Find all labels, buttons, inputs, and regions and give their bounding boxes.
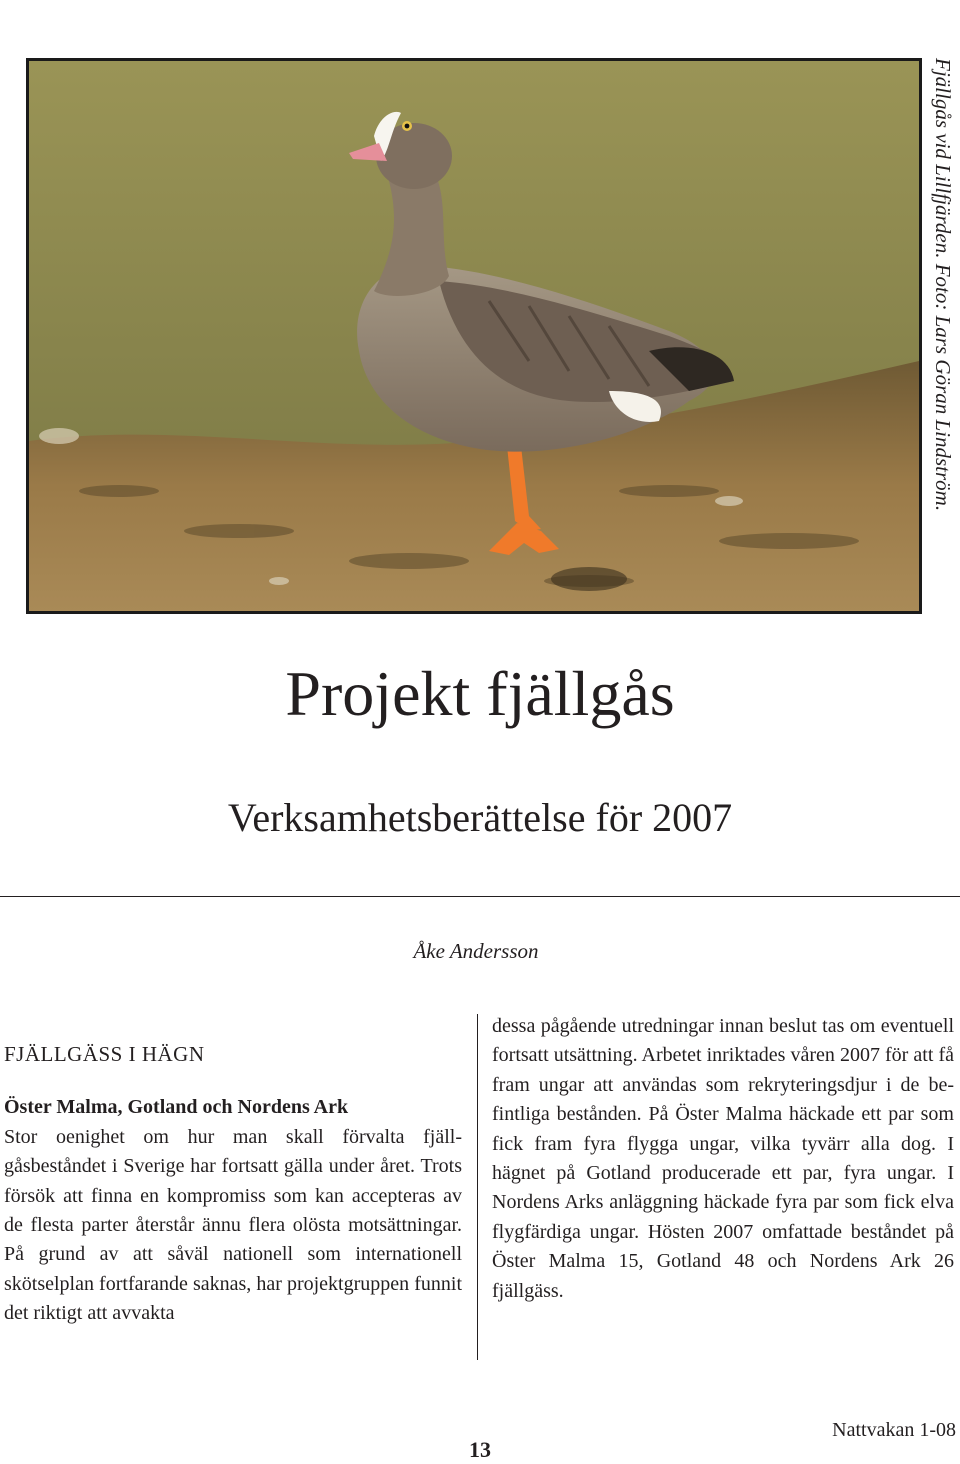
section-heading: FJÄLLGÄSS I HÄGN — [4, 1042, 205, 1066]
right-body-text: dessa pågående utredningar innan beslut tas om eventuell fortsatt utsättning. Arbetet inriktades våren 2007 för att få fram ungar att användas som rekryteringsdjur i de befintliga bestånden. På Öster Malma häckade ett par som fick fram fyra flygga ungar, vilka tyvärr alla dog. I hägnet på Gotland producerade ett par, fyra ungar. I Nordens Arks anläggning häckade fyra par som fick elva flygfärdiga ungar. Hösten 2007 omfattade beståndet på Öster Malma 15, Gotland 48 och Nordens Ark 26 fjällgäss. — [492, 1015, 954, 1302]
page-number: 13 — [469, 1437, 491, 1462]
article-column-right — [492, 1012, 954, 1306]
lead-heading: Öster Malma, Gotland och Nordens Ark — [4, 1096, 349, 1119]
author-byline: Åke Andersson — [413, 939, 539, 963]
goose-illustration — [29, 61, 919, 611]
article-column-left — [4, 1040, 462, 1329]
left-paragraph — [4, 1093, 462, 1328]
goose-shadow — [551, 567, 627, 591]
left-body-text: Stor oenighet om hur man skall förvalta fjällgåsbeståndet i Sverige har fortsatt gälla under året. Trots försök att finna en kompromiss som kan accepteras av de flesta parter återstår ännu flera olösta motsättningar. På grund av att såväl nationell som internationell skötselplan fortfarande saknas, har projektgruppen funnit det riktigt att avvakta — [4, 1125, 462, 1325]
divider-line — [0, 896, 960, 897]
goose-photo — [26, 58, 922, 614]
column-divider — [477, 1014, 478, 1360]
issue-label: Nattvakan 1-08 — [832, 1419, 956, 1441]
article-subtitle: Verksamhetsberättelse för 2007 — [227, 795, 733, 840]
photo-caption: Fjällgås vid Lillfjärden. Foto: Lars Göran Lindström. — [931, 58, 955, 512]
article-title: Projekt fjällgås — [285, 658, 675, 729]
